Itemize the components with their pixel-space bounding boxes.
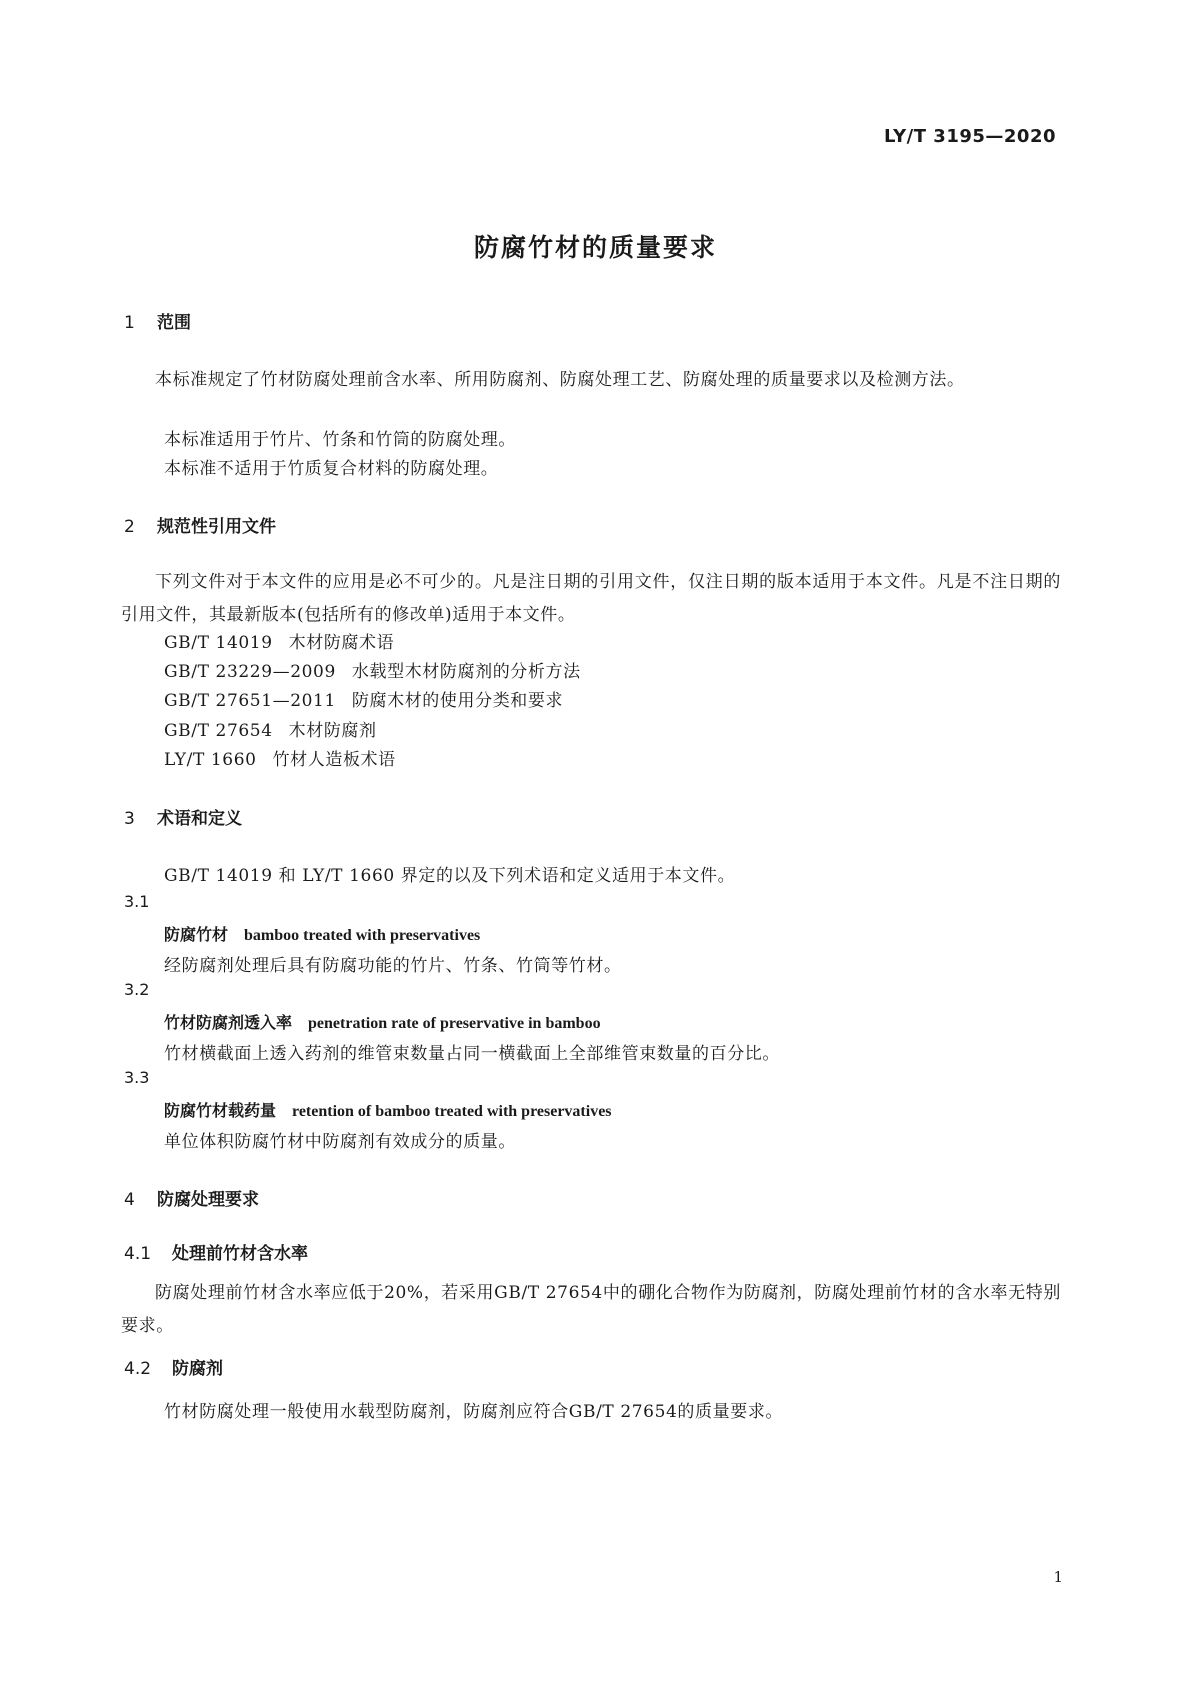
section-title: 范围 bbox=[157, 313, 191, 333]
term-name-zh: 防腐竹材 bbox=[164, 925, 229, 944]
term-number: 3.3 bbox=[124, 1068, 150, 1087]
scope-paragraph-1: 本标准规定了竹材防腐处理前含水率、所用防腐剂、防腐处理工艺、防腐处理的质量要求以及检测方法。 bbox=[155, 370, 965, 390]
page-title: 防腐竹材的质量要求 bbox=[473, 233, 717, 262]
references-intro: 下列文件对于本文件的应用是必不可少的。凡是注日期的引用文件，仅注日期的版本适用于本文件。凡是不注日期的引用文件，其最新版本(包括所有的修改单)适用于本文件。 bbox=[121, 572, 1061, 625]
reference-code: GB/T 27654 bbox=[164, 721, 273, 741]
term-name-zh: 防腐竹材载药量 bbox=[164, 1101, 277, 1120]
section-number: 3 bbox=[124, 809, 135, 829]
page-number: 1 bbox=[1053, 1568, 1063, 1586]
document-code: LY/T 3195—2020 bbox=[883, 126, 1056, 147]
preservative-paragraph: 竹材防腐处理一般使用水载型防腐剂，防腐剂应符合GB/T 27654的质量要求。 bbox=[164, 1402, 784, 1422]
term-name-en: retention of bamboo treated with preservatives bbox=[292, 1103, 612, 1120]
reference-title: 防腐木材的使用分类和要求 bbox=[351, 691, 564, 711]
reference-item bbox=[164, 745, 396, 770]
term-name-en: penetration rate of preservative in bamboo bbox=[308, 1015, 601, 1032]
section-title: 防腐处理要求 bbox=[157, 1190, 259, 1210]
term-name bbox=[164, 1010, 601, 1033]
reference-title: 木材防腐剂 bbox=[288, 721, 377, 741]
section-3-heading bbox=[124, 804, 242, 829]
reference-item bbox=[164, 628, 394, 653]
term-number: 3.2 bbox=[124, 980, 150, 999]
section-4-heading bbox=[124, 1185, 259, 1210]
moisture-paragraph: 防腐处理前竹材含水率应低于20%，若采用GB/T 27654中的硼化合物作为防腐剂，防腐处理前竹材的含水率无特别要求。 bbox=[121, 1283, 1061, 1336]
term-number: 3.1 bbox=[124, 892, 150, 911]
term-definition: 单位体积防腐竹材中防腐剂有效成分的质量。 bbox=[164, 1132, 516, 1152]
reference-code: LY/T 1660 bbox=[164, 750, 257, 770]
term-definition: 经防腐剂处理后具有防腐功能的竹片、竹条、竹筒等竹材。 bbox=[164, 956, 622, 976]
subsection-4-1-heading bbox=[124, 1239, 308, 1264]
term-name bbox=[164, 922, 480, 945]
scope-paragraph-2: 本标准适用于竹片、竹条和竹筒的防腐处理。 bbox=[164, 430, 516, 450]
reference-item bbox=[164, 716, 377, 741]
reference-title: 竹材人造板术语 bbox=[272, 750, 396, 770]
reference-item bbox=[164, 657, 581, 682]
subsection-number: 4.1 bbox=[124, 1244, 152, 1264]
term-name bbox=[164, 1098, 612, 1121]
reference-code: GB/T 27651—2011 bbox=[164, 691, 336, 711]
subsection-title: 防腐剂 bbox=[172, 1359, 223, 1379]
section-number: 1 bbox=[124, 313, 135, 333]
reference-code: GB/T 23229—2009 bbox=[164, 662, 336, 682]
section-1-heading bbox=[124, 308, 191, 333]
reference-code: GB/T 14019 bbox=[164, 633, 273, 653]
reference-title: 水载型木材防腐剂的分析方法 bbox=[351, 662, 581, 682]
section-number: 4 bbox=[124, 1190, 135, 1210]
section-title: 术语和定义 bbox=[157, 809, 242, 829]
scope-paragraph-3: 本标准不适用于竹质复合材料的防腐处理。 bbox=[164, 459, 499, 479]
reference-item bbox=[164, 686, 563, 711]
subsection-title: 处理前竹材含水率 bbox=[172, 1244, 308, 1264]
term-name-en: bamboo treated with preservatives bbox=[244, 927, 481, 944]
term-definition: 竹材横截面上透入药剂的维管束数量占同一横截面上全部维管束数量的百分比。 bbox=[164, 1044, 780, 1064]
reference-title: 木材防腐术语 bbox=[288, 633, 395, 653]
subsection-number: 4.2 bbox=[124, 1359, 152, 1379]
section-2-heading bbox=[124, 512, 276, 537]
terms-intro: GB/T 14019 和 LY/T 1660 界定的以及下列术语和定义适用于本文件。 bbox=[164, 866, 736, 886]
section-title: 规范性引用文件 bbox=[157, 517, 276, 537]
subsection-4-2-heading bbox=[124, 1354, 223, 1379]
term-name-zh: 竹材防腐剂透入率 bbox=[164, 1013, 293, 1032]
section-number: 2 bbox=[124, 517, 135, 537]
